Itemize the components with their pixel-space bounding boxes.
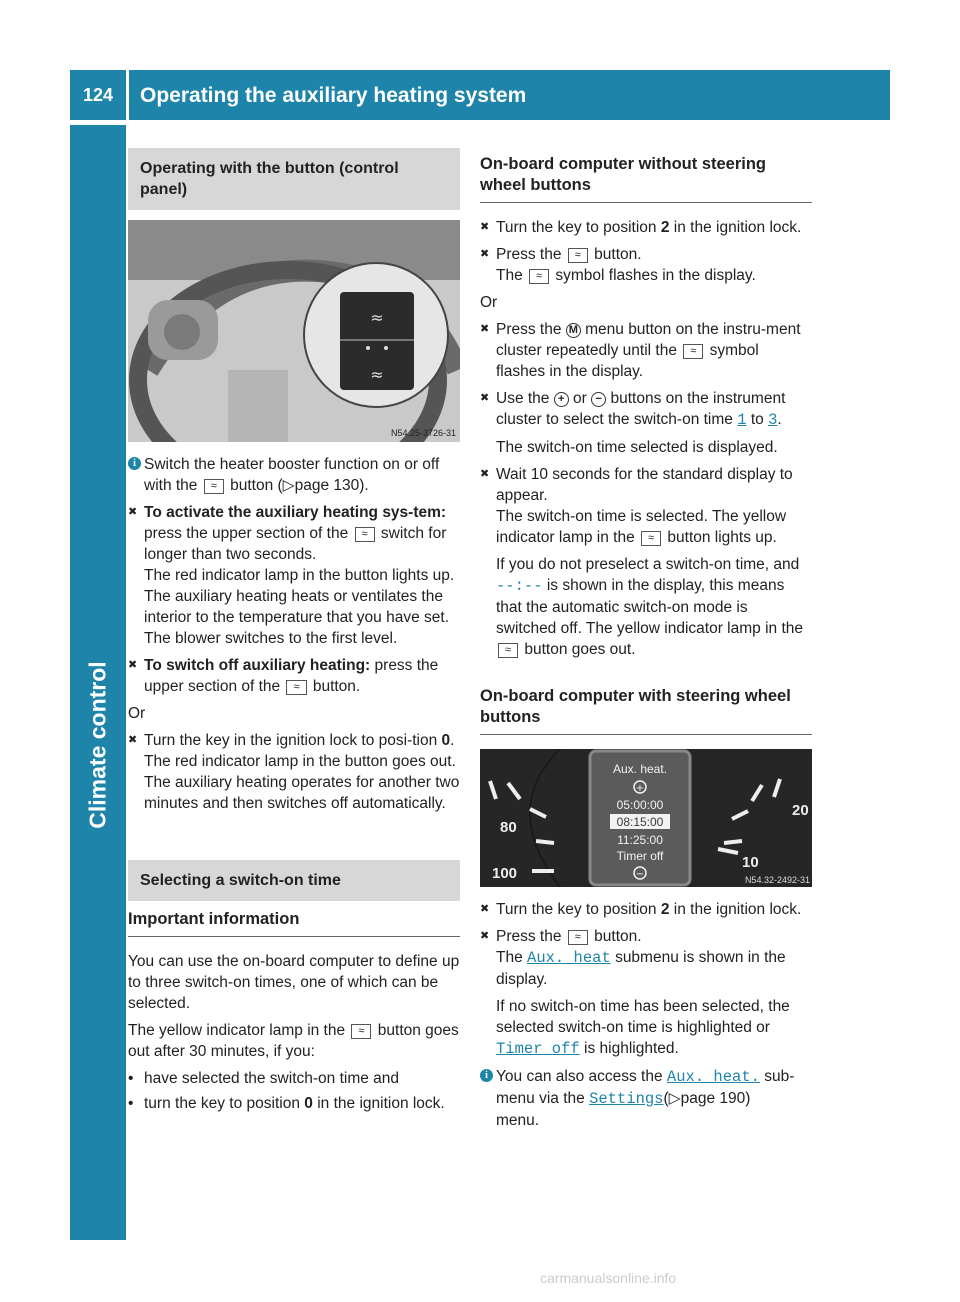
subheading-important-info: Important information (128, 909, 460, 937)
section-title-switch-on-time: Selecting a switch-on time (128, 860, 460, 901)
instrument-cluster-photo (480, 749, 812, 887)
plus-button-icon: + (554, 392, 569, 407)
gauge-label-80: 80 (500, 819, 517, 836)
heating-button-icon: ≈ (351, 1024, 371, 1039)
info-note-settings: i You can also access the Aux. heat. sub-menu via the Settings(▷page 190) menu. (480, 1066, 812, 1131)
svg-text:≈: ≈ (370, 365, 384, 384)
step-activate: ✖ To activate the auxiliary heating sys-tem: press the upper section of the ≈ switch for longer than two seconds. The red indicator lamp in the button lights up. The auxiliary heating heats or ventilates the interior to the temperature that you have set. The blower switches to the first level. (128, 504, 455, 647)
info-note-booster: i Switch the heater booster function on or off with the ≈ button (▷page 130). (128, 454, 460, 496)
step-arrow-icon: ✖ (480, 930, 490, 942)
gauge-label-20: 20 (792, 802, 809, 819)
step-select-time: ✖ Use the + or − buttons on the instrument cluster to select the switch-on time 1 to 3. The switch-on time selected is displayed. (480, 390, 786, 456)
step-menu-button: ✖ Press the M menu button on the instru-ment cluster repeatedly until the ≈ symbol flashes in the display. (480, 321, 801, 380)
paragraph-yellow-lamp: The yellow indicator lamp in the ≈ button goes out after 30 minutes, if you: (128, 1022, 459, 1060)
section-title-control-panel: Operating with the button (control panel) (128, 148, 460, 210)
step-arrow-icon: ✖ (480, 468, 490, 480)
heating-button-icon: ≈ (286, 680, 306, 695)
display-time-3: 11:25:00 (617, 833, 663, 847)
step-turn-key: ✖ Turn the key in the ignition lock to posi-tion 0. The red indicator lamp in the button goes out. The auxiliary heating operates for another two minutes and then switches off automatically. (128, 732, 460, 812)
watermark: carmanualsonline.info (540, 1270, 677, 1286)
step-arrow-icon: ✖ (128, 734, 138, 746)
cluster-display-illustration (480, 749, 812, 887)
or-text: Or (128, 705, 146, 722)
heating-button-icon: ≈ (641, 531, 661, 546)
svg-text:≈: ≈ (370, 308, 384, 327)
photo-reference: N54.25-3726-31 (390, 428, 456, 438)
step-switch-off: ✖ To switch off auxiliary heating: press the upper section of the ≈ button. (128, 657, 439, 695)
gauge-label-10: 10 (742, 854, 759, 871)
heating-symbol-icon: ≈ (529, 269, 549, 284)
display-time-1: 05:00:00 (616, 798, 664, 812)
gauge-label-100: 100 (492, 865, 518, 882)
step-arrow-icon: ✖ (480, 392, 490, 404)
header-divider (126, 70, 129, 120)
step-arrow-icon: ✖ (480, 903, 490, 915)
step-press-button: ✖ Press the ≈ button. The ≈ symbol flashes in the display. (480, 246, 756, 284)
page-title: Operating the auxiliary heating system (140, 83, 527, 107)
sidebar-section-label: Climate control (84, 661, 111, 829)
bullet-selected-time: • have selected the switch-on time and (128, 1070, 400, 1087)
photo-reference: N54.32-2492-31 (744, 875, 810, 885)
menu-button-icon: M (566, 323, 581, 338)
step-turn-key-2: ✖ Turn the key to position 2 in the ignition lock. (480, 219, 802, 236)
display-time-2: 08:15:00 (616, 815, 664, 829)
info-icon: i (480, 1069, 493, 1082)
minus-button-icon: − (591, 392, 606, 407)
heating-button-icon: ≈ (498, 643, 518, 658)
step-arrow-icon: ✖ (480, 323, 490, 335)
control-panel-photo (128, 220, 460, 442)
display-timer-off: Timer off (616, 849, 664, 863)
step-wait: ✖ Wait 10 seconds for the standard display to appear. The switch-on time is selected. The yellow indicator lamp in the ≈ button lights up. If you do not preselect a switch-on time, and --:-- is shown in the display, this means that the automatic switch-on mode is switched off. The yellow indicator lamp in the ≈ button goes out. (480, 466, 804, 658)
step-turn-key-3: ✖ Turn the key to position 2 in the ignition lock. (480, 901, 802, 918)
or-text: Or (480, 294, 498, 311)
page-ref-arrow-icon: ▷ (282, 477, 295, 494)
step-press-button-2: ✖ Press the ≈ button. The Aux. heat submenu is shown in the display. If no switch-on time has been selected, the selected switch-on time is highlighted or Timer off is highlighted. (480, 928, 790, 1058)
heating-button-icon: ≈ (568, 248, 588, 263)
bullet-key-position: • turn the key to position 0 in the ignition lock. (128, 1095, 445, 1112)
heading-with-steering-buttons: On-board computer with steering wheel buttons (480, 686, 812, 735)
paragraph-define-times: You can use the on-board computer to define up to three switch-on times, one of which can be selected. (128, 953, 460, 1012)
heating-button-icon: ≈ (355, 527, 375, 542)
step-arrow-icon: ✖ (128, 506, 138, 518)
svg-text:+: + (635, 783, 645, 794)
right-column (480, 148, 812, 1131)
page-number: 124 (82, 84, 114, 105)
step-arrow-icon: ✖ (128, 659, 138, 671)
booster-button-icon: ≈ (204, 479, 224, 494)
page-ref-arrow-icon: ▷ (668, 1090, 681, 1107)
steering-wheel-illustration (128, 220, 460, 442)
step-arrow-icon: ✖ (480, 248, 490, 260)
step-arrow-icon: ✖ (480, 221, 490, 233)
left-column (128, 148, 460, 1114)
heading-without-steering-buttons: On-board computer without steering wheel buttons (480, 154, 812, 203)
heating-symbol-icon: ≈ (683, 344, 703, 359)
display-title: Aux. heat. (612, 762, 668, 776)
info-icon: i (128, 457, 141, 470)
heating-button-icon: ≈ (568, 930, 588, 945)
svg-text:−: − (635, 869, 645, 880)
